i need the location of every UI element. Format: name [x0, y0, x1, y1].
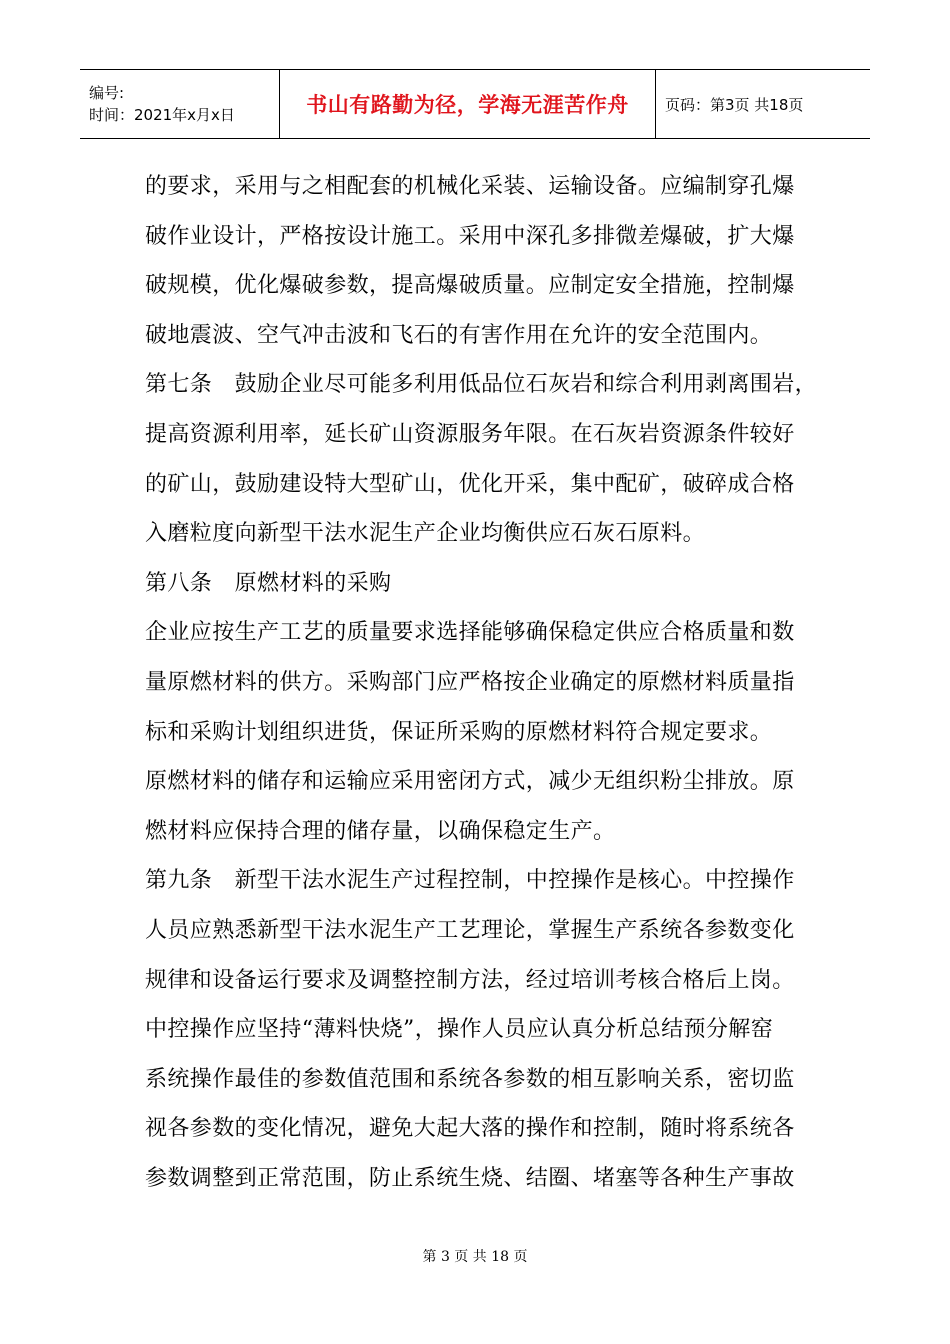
body-line: 中控操作应坚持“薄料快烧”，操作人员应认真分析总结预分解窑 — [145, 1017, 774, 1043]
body-line: 第九条 新型干法水泥生产过程控制，中控操作是核心。中控操作 — [145, 868, 795, 894]
body-line: 第七条 鼓励企业尽可能多利用低品位石灰岩和综合利用剥离围岩， — [145, 372, 818, 398]
body-line: 破规模，优化爆破参数，提高爆破质量。应制定安全措施，控制爆 — [145, 273, 795, 299]
body-line: 入磨粒度向新型干法水泥生产企业均衡供应石灰石原料。 — [145, 521, 706, 547]
header-motto: 书山有路勤为径，学海无涯苦作舟 — [280, 70, 656, 138]
body-line: 量原燃材料的供方。采购部门应严格按企业确定的原燃材料质量指 — [145, 669, 795, 695]
body-line: 破作业设计，严格按设计施工。采用中深孔多排微差爆破，扩大爆 — [145, 223, 795, 249]
body-line: 企业应按生产工艺的质量要求选择能够确保稳定供应合格质量和数 — [145, 620, 795, 646]
body-line: 原燃材料的储存和运输应采用密闭方式，减少无组织粉尘排放。原 — [145, 769, 795, 795]
body-line: 提高资源利用率，延长矿山资源服务年限。在石灰岩资源条件较好 — [145, 421, 795, 447]
body-line: 规律和设备运行要求及调整控制方法，经过培训考核合格后上岗。 — [145, 967, 795, 993]
number-label: 编号: — [89, 84, 125, 102]
document-header — [80, 69, 870, 139]
time-label: 时间：2021年x月x日 — [89, 106, 235, 124]
body-line: 燃材料应保持合理的储存量，以确保稳定生产。 — [145, 818, 616, 844]
header-page-info: 页码：第3页 共18页 — [665, 95, 804, 114]
body-line: 人员应熟悉新型干法水泥生产工艺理论，掌握生产系统各参数变化 — [145, 917, 795, 943]
header-meta — [80, 70, 280, 138]
body-line: 破地震波、空气冲击波和飞石的有害作用在允许的安全范围内。 — [145, 322, 773, 348]
document-body — [145, 162, 818, 1203]
body-line: 视各参数的变化情况，避免大起大落的操作和控制，随时将系统各 — [145, 1116, 795, 1142]
body-line: 标和采购计划组织进货，保证所采购的原燃材料符合规定要求。 — [145, 719, 773, 745]
body-line: 系统操作最佳的参数值范围和系统各参数的相互影响关系，密切监 — [145, 1066, 795, 1092]
body-line: 的矿山，鼓励建设特大型矿山，优化开采，集中配矿，破碎成合格 — [145, 471, 795, 497]
body-line: 第八条 原燃材料的采购 — [145, 570, 392, 596]
body-line: 的要求，采用与之相配套的机械化采装、运输设备。应编制穿孔爆 — [145, 174, 795, 199]
body-line: 参数调整到正常范围，防止系统生烧、结圈、堵塞等各种生产事故 — [145, 1165, 795, 1191]
page-footer: 第 3 页 共 18 页 — [422, 1249, 528, 1265]
